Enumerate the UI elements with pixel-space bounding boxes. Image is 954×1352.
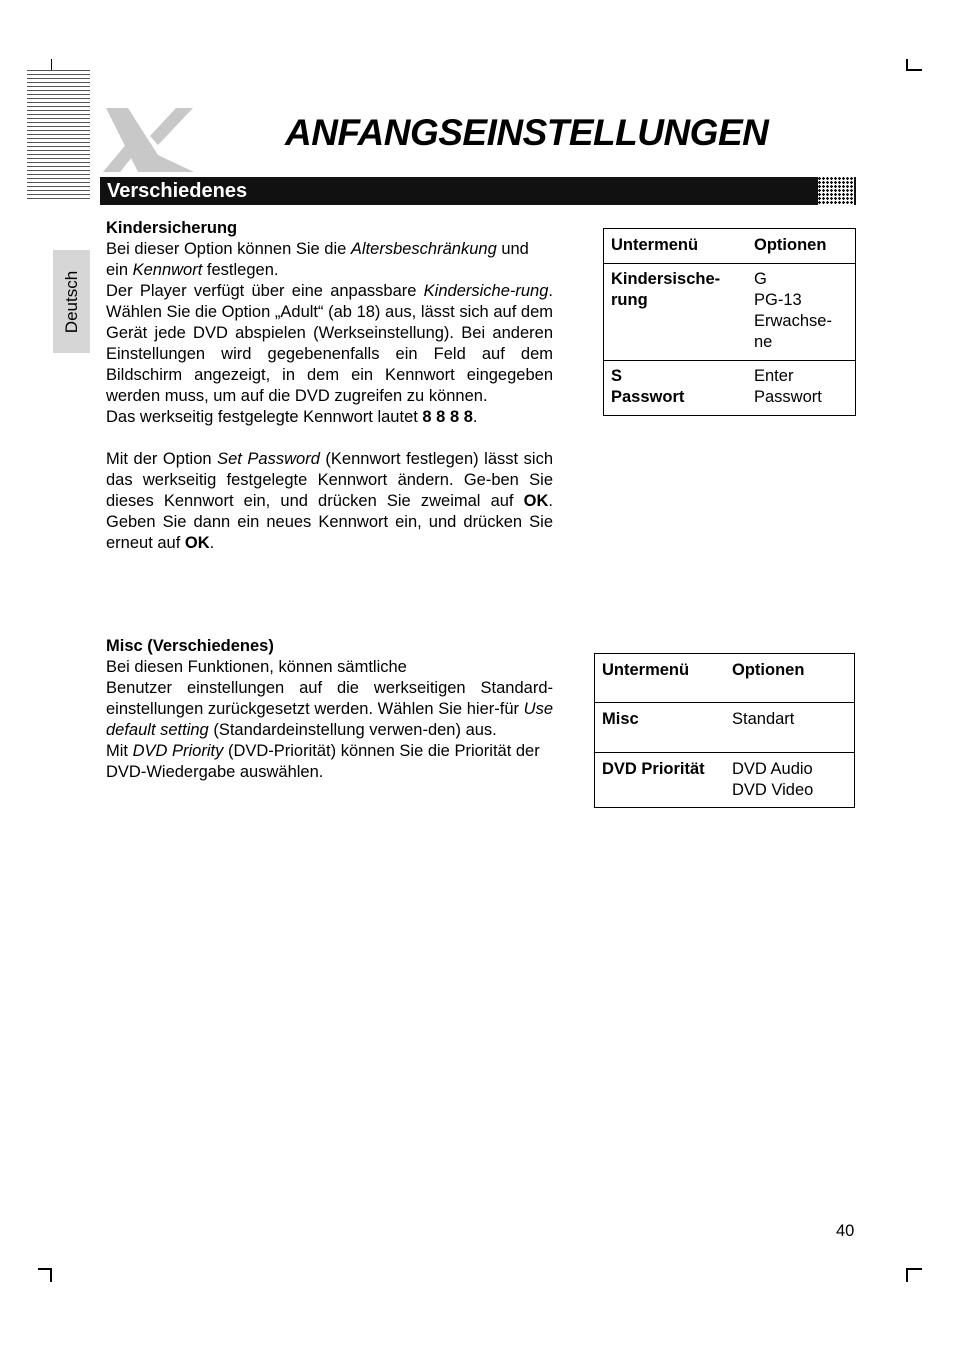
brand-logo-x	[98, 100, 198, 180]
misc-heading: Misc (Verschiedenes)	[106, 637, 274, 655]
options-table-misc	[594, 653, 855, 808]
section-bar-dots	[818, 177, 854, 205]
misc-paragraph-2: Mit DVD Priority (DVD-Priorität) können Sie die Priorität der DVD-Wiedergabe auswählen.	[106, 742, 540, 781]
misc-section	[106, 636, 553, 783]
table-row	[595, 654, 855, 703]
table-cell-menu: DVD Priorität	[602, 760, 705, 778]
table-row	[595, 753, 855, 808]
table-cell-menu: Misc	[602, 710, 639, 728]
table-header-optionen: Optionen	[732, 661, 805, 679]
section-bar	[100, 177, 856, 205]
header-stripes	[27, 70, 90, 200]
language-tab-label: Deutsch	[61, 270, 81, 333]
language-tab	[53, 250, 90, 353]
table-header-optionen: Optionen	[754, 236, 827, 254]
section-bar-label: Verschiedenes	[107, 180, 248, 202]
table-cell-options: Enter Passwort	[754, 367, 822, 406]
table-row	[604, 361, 856, 416]
crop-mark-top-right	[906, 59, 922, 71]
kindersicherung-paragraph-3: Das werkseitig festgelegte Kennwort lautet 8 8 8 8.	[106, 408, 478, 426]
table-row	[604, 229, 856, 264]
page-title: ANFANGSEINSTELLUNGEN	[285, 112, 769, 153]
kindersicherung-paragraph-1: Bei dieser Option können Sie die Altersbeschränkung und ein Kennwort festlegen.	[106, 240, 529, 279]
table-row	[604, 264, 856, 361]
table-row	[595, 703, 855, 753]
crop-mark-bottom-right	[906, 1268, 922, 1282]
table-cell-options: DVD Audio DVD Video	[732, 760, 814, 799]
options-table-kindersicherung	[603, 228, 856, 416]
table-cell-options: Standart	[732, 710, 795, 728]
crop-mark-bottom-left	[38, 1268, 52, 1282]
table-cell-options: G PG-13 Erwachse-ne	[754, 270, 832, 351]
kindersicherung-section	[106, 218, 553, 554]
table-header-untermenu: Untermenü	[602, 661, 690, 679]
page-number: 40	[836, 1222, 855, 1240]
kindersicherung-paragraph-4: Mit der Option Set Password (Kennwort festlegen) lässt sich das werkseitig festgelegte Kennwort ändern. Ge-ben Sie dieses Kennwort ein, und drücken Sie zweimal auf OK. Geben Sie dann ein neues Kennwort ein, und drücken Sie erneut auf OK.	[106, 450, 553, 552]
kindersicherung-paragraph-2: Der Player verfügt über eine anpassbare Kindersiche-rung. Wählen Sie die Option „Adult“ (ab 18) aus, lässt sich auf dem Gerät jede DVD abspielen (Werkseinstellung). Bei anderen Einstellungen wird gegebenenfalls ein Feld auf dem Bildschirm angezeigt, in dem ein Kennwort eingegeben werden muss, um auf die DVD zugreifen zu können.	[106, 282, 553, 405]
misc-paragraph-1b: Benutzer einstellungen auf die werkseitigen Standard-einstellungen zurückgesetzt werden. Wählen Sie hier-für Use default setting (Standardeinstellung verwen-den) aus.	[106, 679, 553, 739]
table-header-untermenu: Untermenü	[611, 236, 699, 254]
kindersicherung-heading: Kindersicherung	[106, 219, 238, 237]
misc-paragraph-1a: Bei diesen Funktionen, können sämtliche	[106, 658, 407, 676]
table-cell-menu: S Passwort	[611, 367, 685, 406]
table-cell-menu: Kindersische-rung	[611, 270, 721, 309]
